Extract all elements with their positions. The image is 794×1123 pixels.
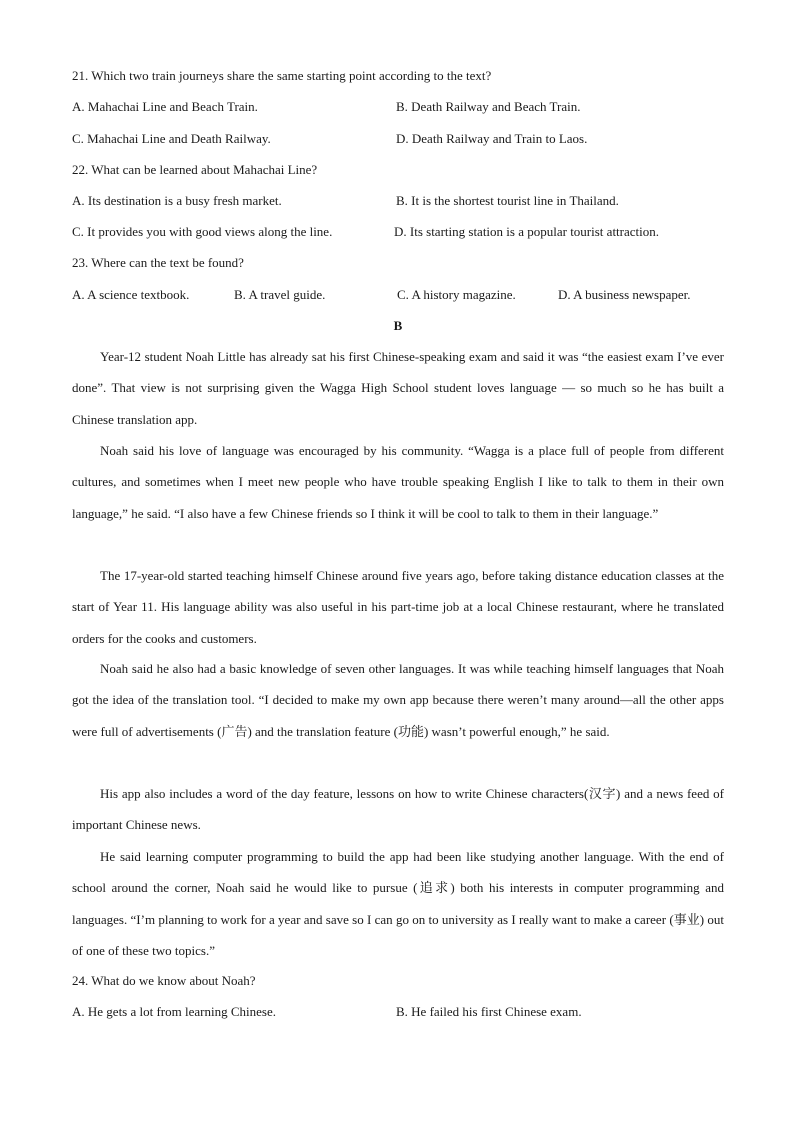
question-24-row-1 (72, 1002, 582, 1022)
question-23-option-a: A. A science textbook. (72, 287, 190, 302)
passage-paragraph-4: Noah said he also had a basic knowledge of seven other languages. It was while teaching himself languages that Noah got the idea of the translation tool. “I decided to make my own app because there weren’t many around—all the other apps were full of advertisements (广告) and the translation feature (功能) wasn’t powerful enough,” he said. (72, 661, 724, 739)
question-21-option-d: D. Death Railway and Train to Laos. (396, 131, 588, 146)
question-22-stem: 22. What can be learned about Mahachai Line? (72, 162, 318, 177)
question-21-row-2 (72, 129, 588, 149)
question-23-stem: 23. Where can the text be found? (72, 255, 244, 270)
question-21-option-a: A. Mahachai Line and Beach Train. (72, 99, 258, 114)
question-22-row-1 (72, 191, 619, 211)
exam-page (72, 0, 724, 1123)
question-24-stem: 24. What do we know about Noah? (72, 973, 256, 988)
question-21-stem: 21. Which two train journeys share the same starting point according to the text? (72, 68, 492, 83)
question-22-option-c: C. It provides you with good views along the line. (72, 224, 333, 239)
question-24-option-b: B. He failed his first Chinese exam. (396, 1004, 582, 1019)
question-23-option-d: D. A business newspaper. (558, 287, 691, 302)
question-23-row (72, 285, 691, 305)
passage-paragraph-3: The 17-year-old started teaching himself Chinese around five years ago, before taking distance education classes at the start of Year 11. His language ability was also useful in his part-time job at a local Chinese restaurant, where he translated orders for the cooks and customers. (72, 568, 724, 646)
question-22-row-2 (72, 222, 660, 242)
question-23-option-b: B. A travel guide. (234, 287, 326, 302)
passage-paragraph-2: Noah said his love of language was encouraged by his community. “Wagga is a place full of people from different cultures, and sometimes when I meet new people who have trouble speaking English I like to talk to them in their own language,” he said. “I also have a few Chinese friends so I think it will be cool to talk to them in their language.” (72, 443, 724, 521)
question-21-option-c: C. Mahachai Line and Death Railway. (72, 131, 271, 146)
question-22-option-b: B. It is the shortest tourist line in Thailand. (396, 193, 619, 208)
question-23-option-c: C. A history magazine. (397, 287, 516, 302)
question-24-option-a: A. He gets a lot from learning Chinese. (72, 1004, 276, 1019)
passage-paragraph-5: His app also includes a word of the day feature, lessons on how to write Chinese characters(汉字) and a news feed of important Chinese news. (72, 786, 724, 833)
question-21-row-1 (72, 97, 581, 117)
question-21-option-b: B. Death Railway and Beach Train. (396, 99, 581, 114)
question-22-option-d: D. Its starting station is a popular tourist attraction. (394, 224, 660, 239)
passage-paragraph-6: He said learning computer programming to build the app had been like studying another language. With the end of school around the corner, Noah said he would like to pursue (追求) both his interests in computer programming and languages. “I’m planning to work for a year and save so I can go on to university as I really want to make a career (事业) out of one of these two topics.” (72, 849, 724, 958)
section-b-heading: B (393, 318, 403, 333)
passage-paragraph-1: Year-12 student Noah Little has already sat his first Chinese-speaking exam and said it was “the easiest exam I’ve ever done”. That view is not surprising given the Wagga High School student loves language — so much so he has built a Chinese translation app. (72, 349, 724, 427)
question-22-option-a: A. Its destination is a busy fresh market. (72, 193, 282, 208)
